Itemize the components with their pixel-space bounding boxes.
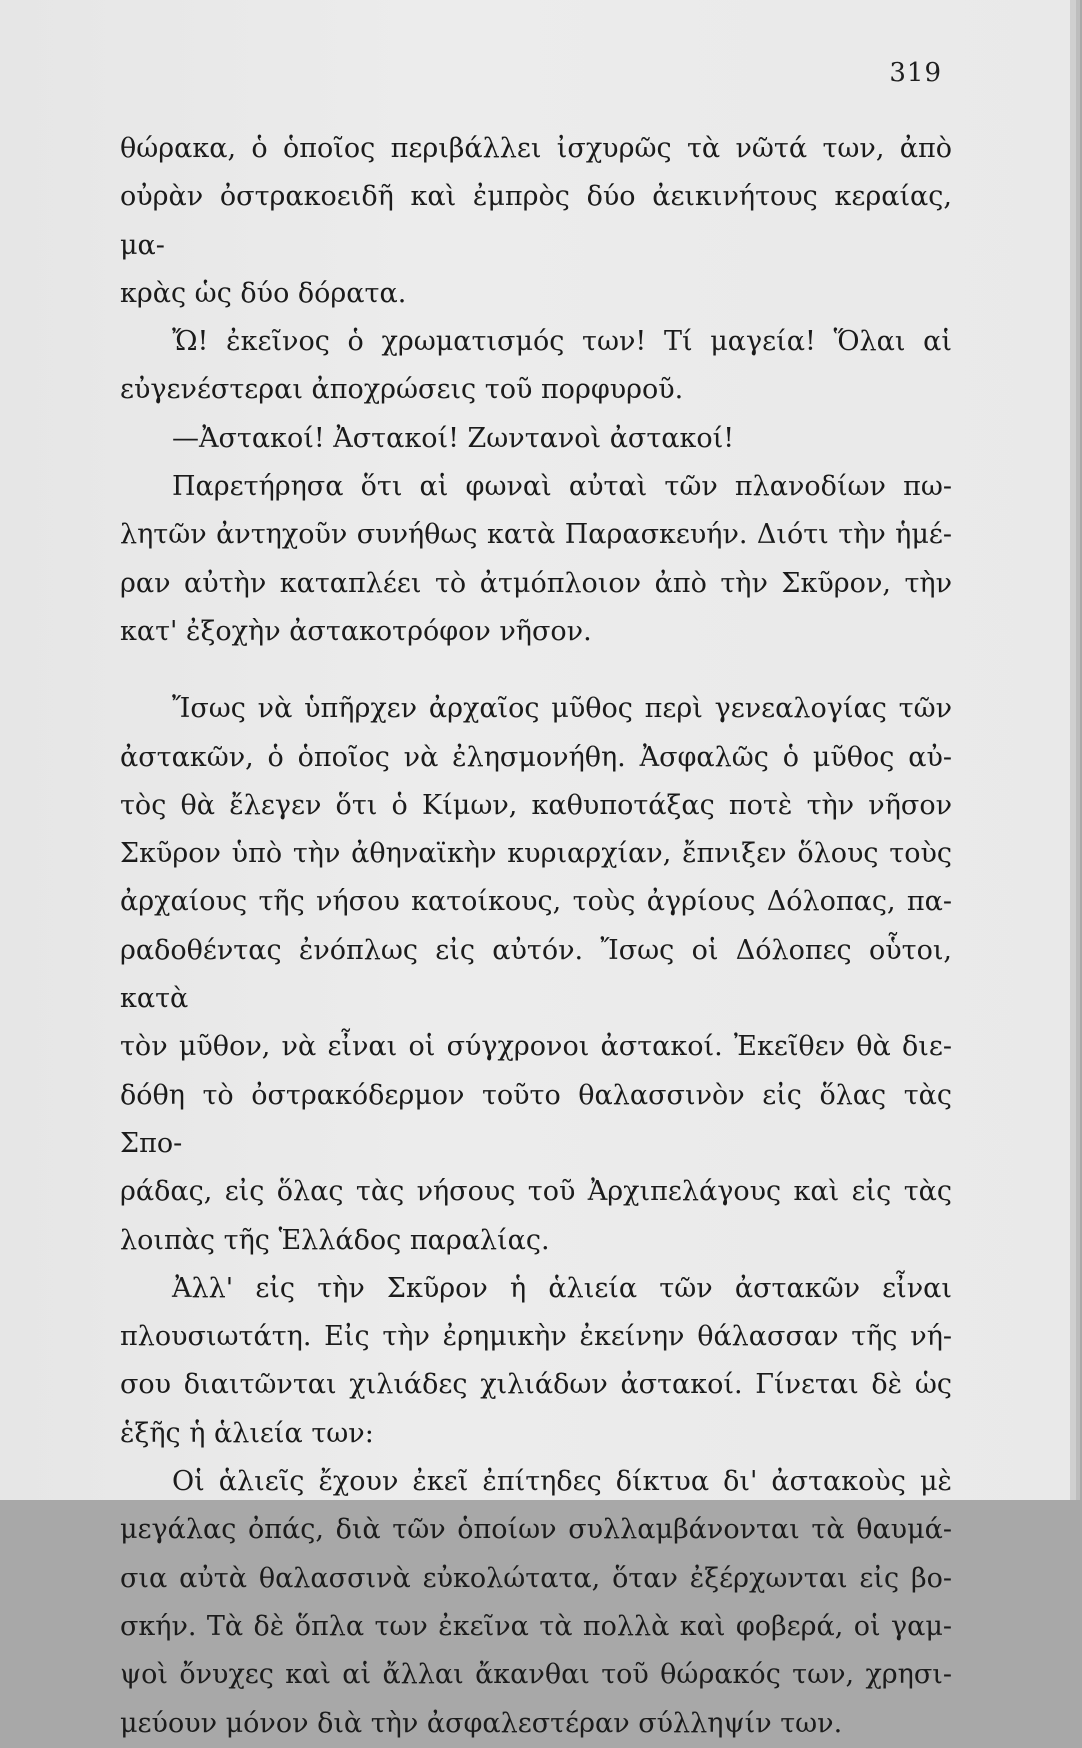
text-line: δόθη τὸ ὀστρακόδερμον τοῦτο θαλασσινὸν εἰς ὅλας τὰς Σπο-: [120, 1079, 952, 1159]
text-line: σια αὐτὰ θαλασσινὰ εὐκολώτατα, ὅταν ἐξέρχωνται εἰς βο-: [120, 1562, 952, 1594]
text-line: πλουσιωτάτη. Εἰς τὴν ἐρημικὴν ἐκείνην θάλασσαν τῆς νή-: [120, 1321, 952, 1353]
text-line: κρὰς ὡς δύο δόρατα.: [120, 277, 407, 309]
section-break: [120, 656, 952, 685]
text-line: ἑξῆς ἡ ἁλιεία των:: [120, 1417, 374, 1449]
text-line: Οἱ ἁλιεῖς ἔχουν ἐκεῖ ἐπίτηδες δίκτυα δι' ἀστακοὺς μὲ: [172, 1466, 952, 1498]
text-line: μεύουν μόνον διὰ τὴν ἀσφαλεστέραν σύλληψίν των.: [120, 1707, 843, 1739]
text-line: τὸς θὰ ἔλεγεν ὅτι ὁ Κίμων, καθυποτάξας ποτὲ τὴν νῆσον: [120, 789, 952, 821]
text-line: ἀρχαίους τῆς νήσου κατοίκους, τοὺς ἀγρίους Δόλοπας, πα-: [120, 886, 952, 918]
text-line: ράδας, εἰς ὅλας τὰς νήσους τοῦ Ἀρχιπελάγους καὶ εἰς τὰς: [120, 1176, 952, 1208]
page-number: 319: [889, 58, 942, 88]
text-line: μεγάλας ὀπάς, διὰ τῶν ὁποίων συλλαμβάνονται τὰ θαυμά-: [120, 1514, 952, 1546]
text-line: Ἀλλ' εἰς τὴν Σκῦρον ἡ ἁλιεία τῶν ἀστακῶν εἶναι: [172, 1272, 952, 1304]
text-line: κατ' ἐξοχὴν ἀστακοτρόφον νῆσον.: [120, 615, 592, 647]
text-line: Παρετήρησα ὅτι αἱ φωναὶ αὐταὶ τῶν πλανοδίων πω-: [172, 471, 952, 503]
text-line: σκήν. Τὰ δὲ ὅπλα των ἐκεῖνα τὰ πολλὰ καὶ φοβερά, οἱ γαμ-: [120, 1610, 952, 1642]
text-line: ραδοθέντας ἐνόπλως εἰς αὐτόν. Ἴσως οἱ Δόλοπες οὗτοι, κατὰ: [120, 934, 952, 1015]
text-line: ραν αὐτὴν καταπλέει τὸ ἀτμόπλοιον ἀπὸ τὴν Σκῦρον, τὴν: [120, 567, 952, 599]
text-line: οὐρὰν ὀστρακοειδῆ καὶ ἐμπρὸς δύο ἀεικινήτους κεραίας, μα-: [120, 181, 952, 261]
text-line: εὐγενέστεραι ἀποχρώσεις τοῦ πορφυροῦ.: [120, 374, 684, 406]
text-line: ἀστακῶν, ὁ ὁποῖος νὰ ἐλησμονήθη. Ἀσφαλῶς ὁ μῦθος αὐ-: [120, 741, 952, 773]
text-line: Ὤ! ἐκεῖνος ὁ χρωματισμός των! Τί μαγεία! Ὅλαι αἱ: [172, 326, 952, 358]
text-line: —Ἀστακοί! Ἀστακοί! Ζωντανοὶ ἀστακοί!: [172, 422, 735, 454]
text-line: ψοὶ ὄνυχες καὶ αἱ ἄλλαι ἄκανθαι τοῦ θώρακός των, χρησι-: [120, 1659, 952, 1691]
body-text: [120, 125, 952, 1748]
text-line: λοιπὰς τῆς Ἑλλάδος παραλίας.: [120, 1224, 550, 1256]
text-line: θώρακα, ὁ ὁποῖος περιβάλλει ἰσχυρῶς τὰ νῶτά των, ἀπὸ: [120, 133, 952, 164]
text-line: τὸν μῦθον, νὰ εἶναι οἱ σύγχρονοι ἀστακοί. Ἐκεῖθεν θὰ διε-: [120, 1031, 952, 1063]
text-line: Ἴσως νὰ ὑπῆρχεν ἀρχαῖος μῦθος περὶ γενεαλογίας τῶν: [172, 693, 952, 725]
text-line: σου διαιτῶνται χιλιάδες χιλιάδων ἀστακοί. Γίνεται δὲ ὡς: [120, 1369, 952, 1401]
text-line: λητῶν ἀντηχοῦν συνήθως κατὰ Παρασκευήν. Διότι τὴν ἡμέ-: [120, 519, 952, 551]
text-line: Σκῦρον ὑπὸ τὴν ἀθηναϊκὴν κυριαρχίαν, ἔπνιξεν ὅλους τοὺς: [120, 838, 952, 870]
